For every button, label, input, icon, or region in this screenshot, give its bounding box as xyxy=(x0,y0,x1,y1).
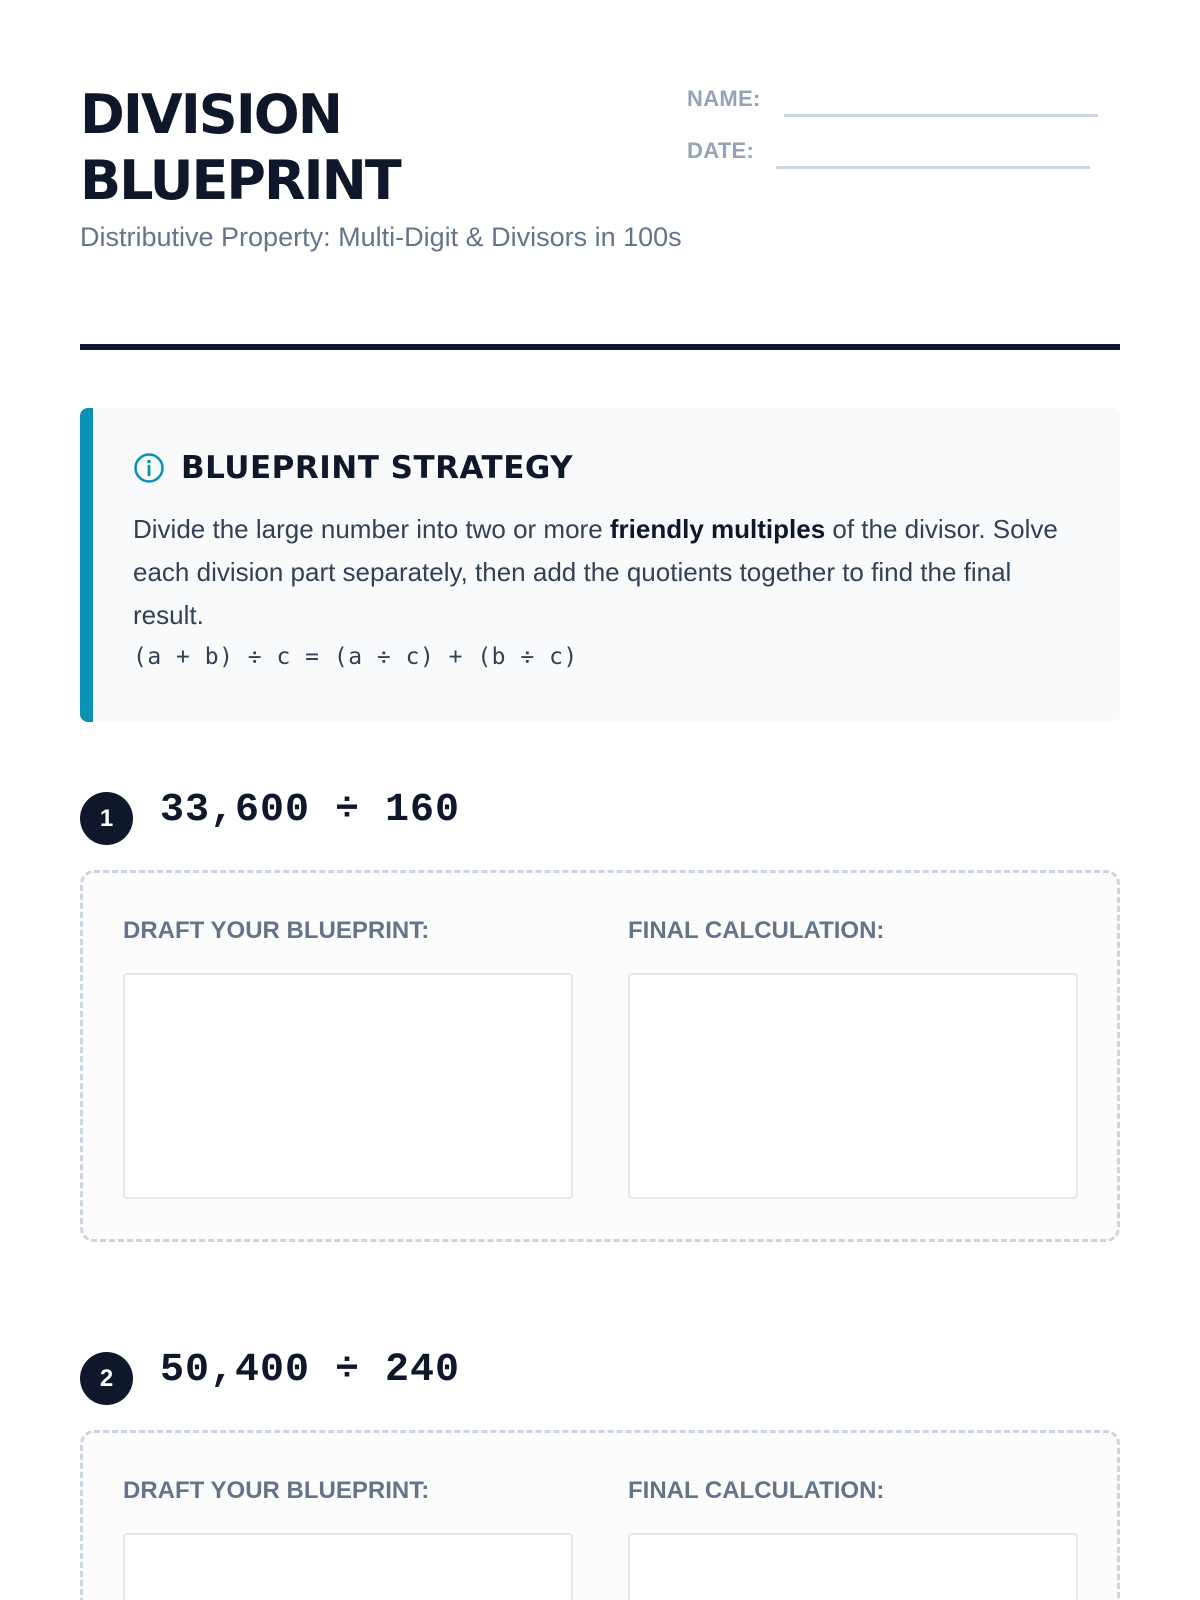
draft-label: DRAFT YOUR BLUEPRINT: xyxy=(123,917,430,944)
work-area xyxy=(80,1430,1120,1600)
problem-expression: 50,400 ÷ 240 xyxy=(160,1348,461,1393)
final-answer-box[interactable] xyxy=(628,973,1078,1199)
problem-expression: 33,600 ÷ 160 xyxy=(160,788,461,833)
final-label: FINAL CALCULATION: xyxy=(628,1477,885,1504)
page-title xyxy=(80,82,640,214)
name-label: NAME: xyxy=(687,86,761,111)
work-area xyxy=(80,870,1120,1242)
strategy-description xyxy=(133,508,1073,637)
name-field[interactable] xyxy=(784,114,1098,117)
final-answer-box[interactable] xyxy=(628,1533,1078,1600)
strategy-box xyxy=(80,408,1120,722)
draft-answer-box[interactable] xyxy=(123,1533,573,1600)
title-line-1: DIVISION xyxy=(80,83,341,146)
problem-number-badge: 1 xyxy=(80,792,133,845)
draft-answer-box[interactable] xyxy=(123,973,573,1199)
strategy-header xyxy=(133,450,573,486)
header-divider xyxy=(80,344,1120,350)
strategy-text-end: of the divisor. Solve each division part separately, then add the quotients together to find the final result. xyxy=(133,514,1058,630)
final-label: FINAL CALCULATION: xyxy=(628,917,885,944)
title-line-2: BLUEPRINT xyxy=(80,149,400,212)
info-icon xyxy=(133,452,165,484)
draft-label: DRAFT YOUR BLUEPRINT: xyxy=(123,1477,430,1504)
worksheet-page xyxy=(80,0,1120,1600)
date-label: DATE: xyxy=(687,138,755,163)
date-field[interactable] xyxy=(776,166,1090,169)
distributive-formula: (a + b) ÷ c = (a ÷ c) + (b ÷ c) xyxy=(133,644,578,670)
page-subtitle: Distributive Property: Multi-Digit & Divisors in 100s xyxy=(80,222,682,252)
problem-number-badge: 2 xyxy=(80,1352,133,1405)
strategy-text-start: Divide the large number into two or more xyxy=(133,514,610,544)
strategy-text-emphasis: friendly multiples xyxy=(609,514,826,544)
strategy-title: BLUEPRINT STRATEGY xyxy=(181,450,574,486)
